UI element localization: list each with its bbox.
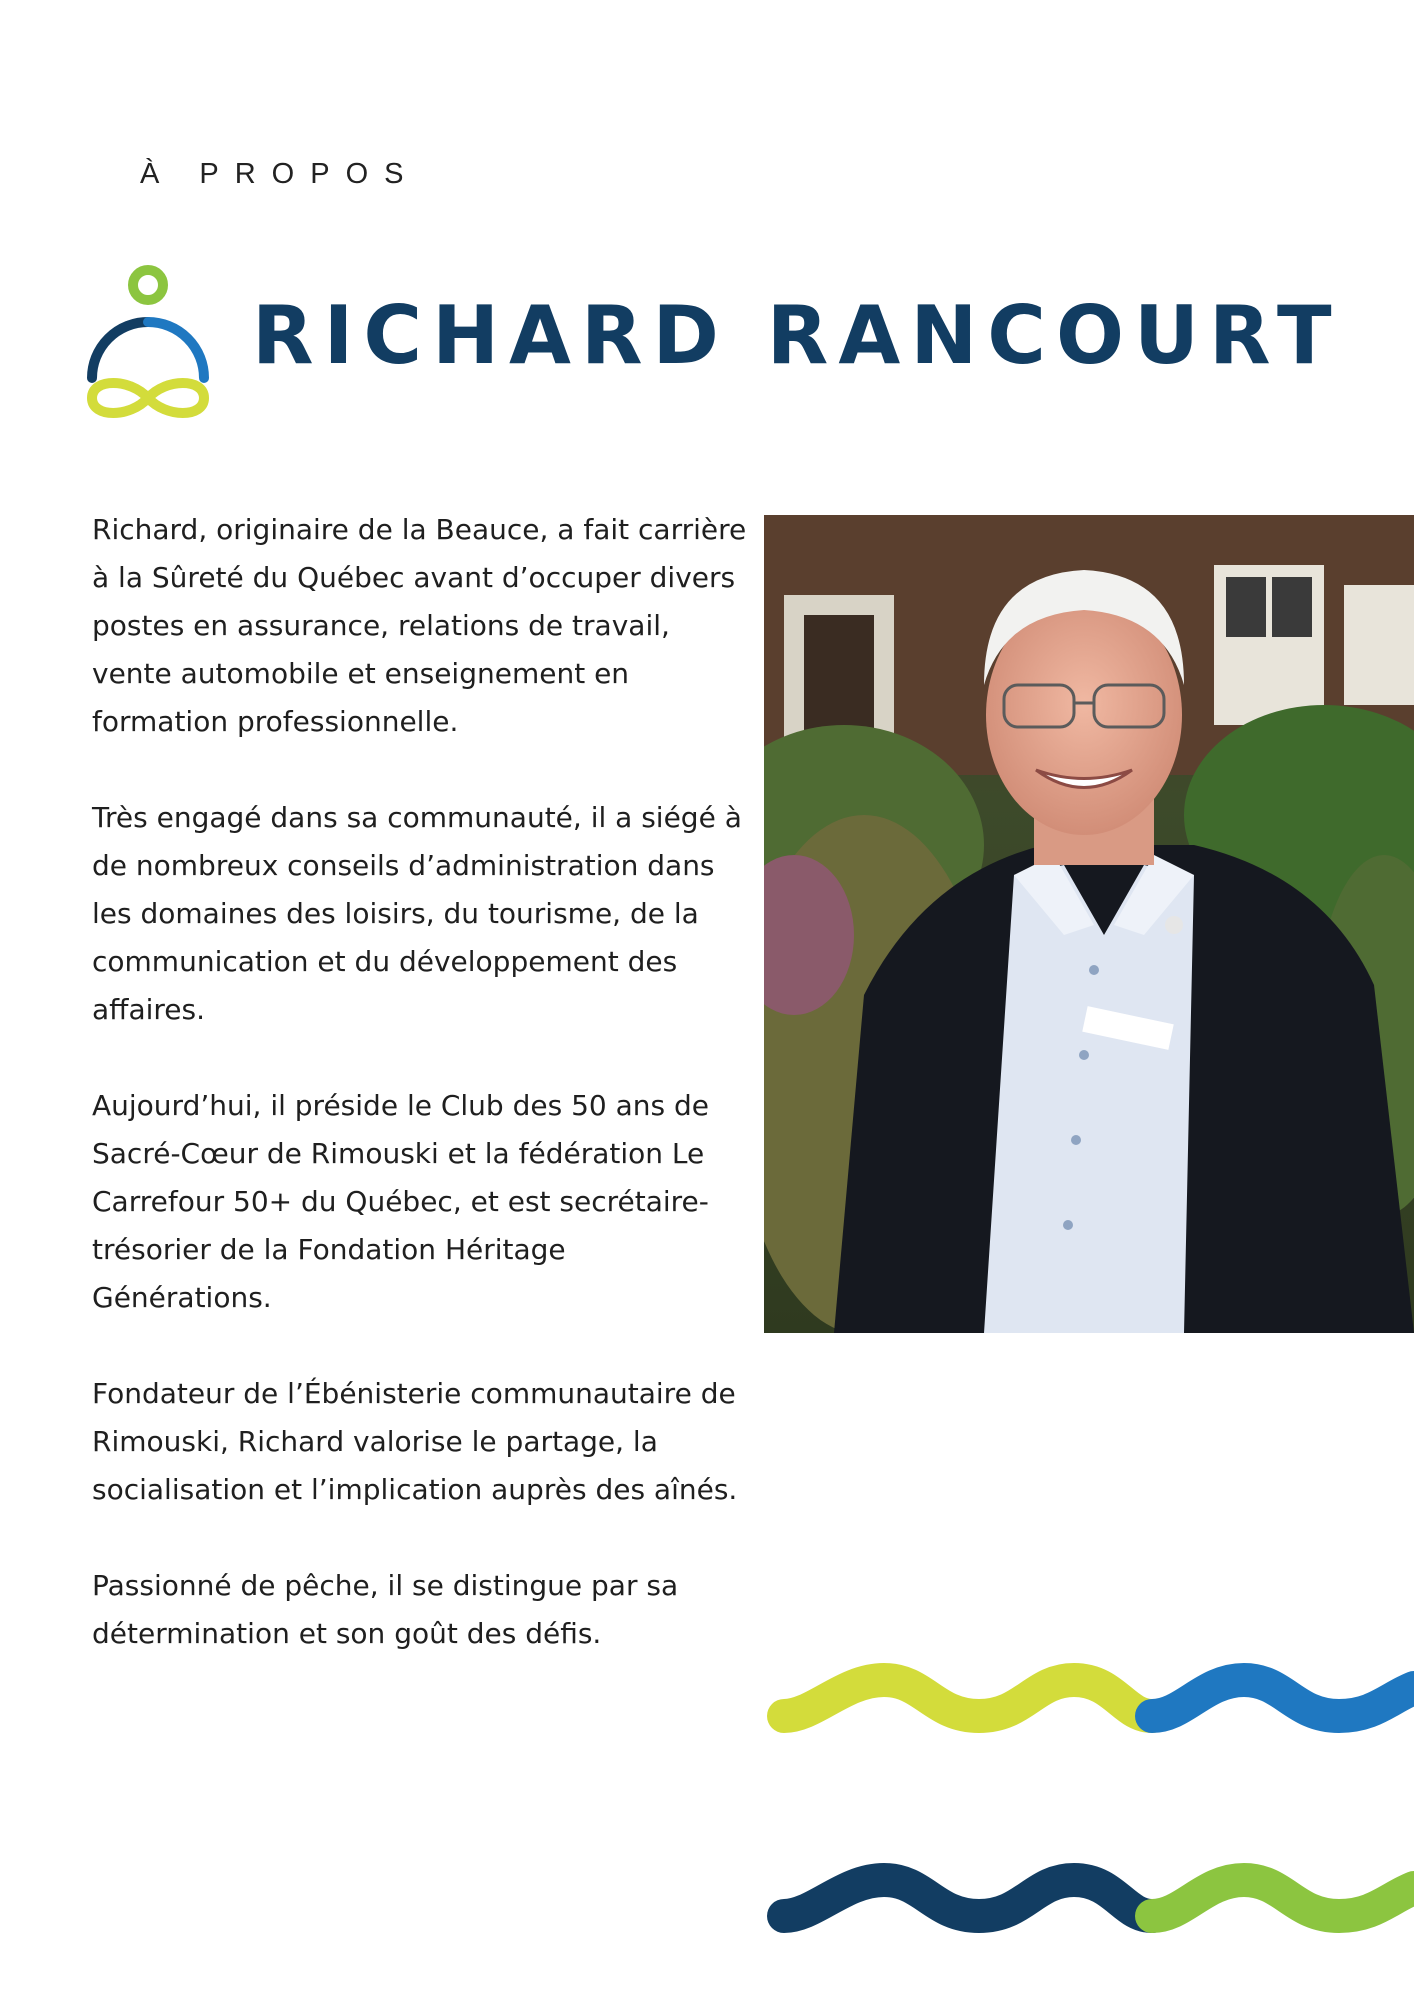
meditation-infinity-logo-icon (82, 260, 214, 426)
biography-text (92, 506, 752, 1706)
portrait-photo (764, 515, 1414, 1333)
bio-paragraph: Fondateur de l’Ébénisterie communautaire de Rimouski, Richard valorise le partage, la socialisation et l’implication auprès des aînés. (92, 1377, 738, 1506)
bio-paragraph: Passionné de pêche, il se distingue par sa détermination et son goût des défis. (92, 1569, 679, 1650)
bio-paragraph: Aujourd’hui, il préside le Club des 50 ans de Sacré-Cœur de Rimouski et la fédération Le Carrefour 50+ du Québec, et est secrétaire-trésorier de la Fondation Héritage Générations. (92, 1089, 710, 1314)
bio-paragraph: Richard, originaire de la Beauce, a fait carrière à la Sûreté du Québec avant d’occuper divers postes en assurance, relations de travail, vente automobile et enseignement en formation professionnelle. (92, 513, 747, 738)
person-name-heading: RICHARD RANCOURT (252, 289, 1342, 382)
decorative-waves (764, 1640, 1414, 1940)
section-eyebrow: À PROPOS (140, 158, 420, 190)
bio-paragraph: Très engagé dans sa communauté, il a siégé à de nombreux conseils d’administration dans les domaines des loisirs, du tourisme, de la communication et du développement des affaires. (92, 801, 742, 1026)
